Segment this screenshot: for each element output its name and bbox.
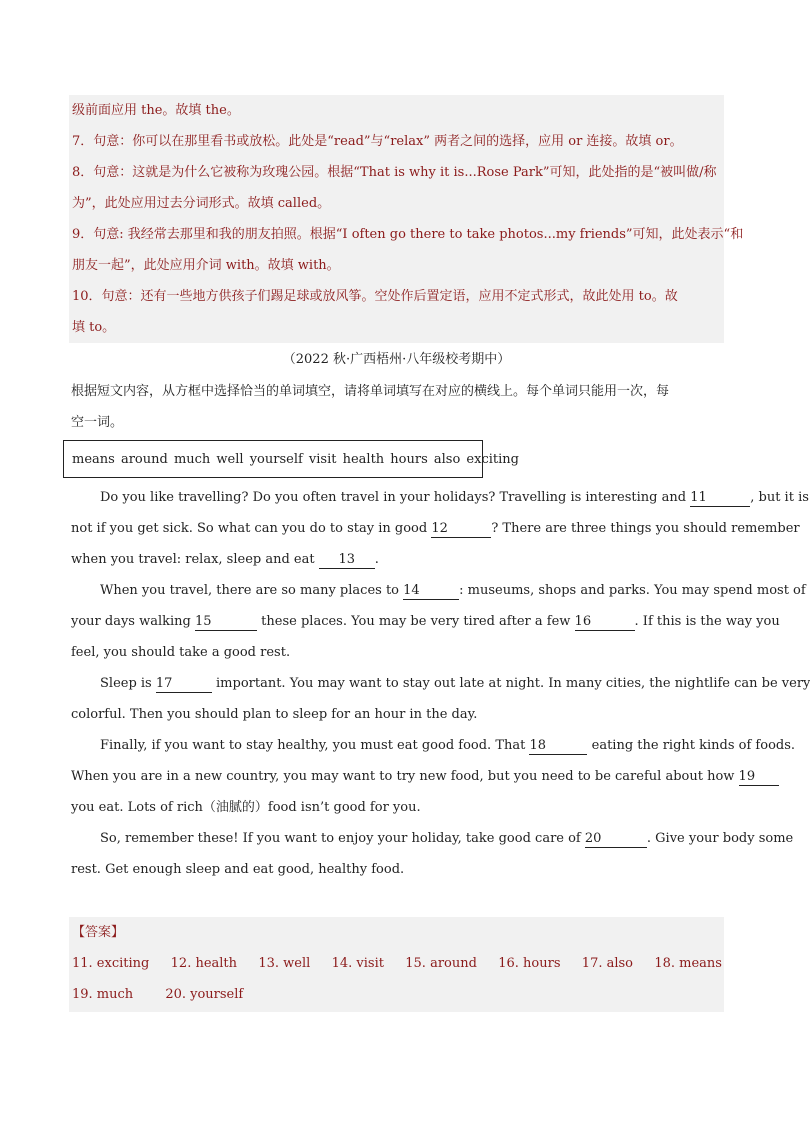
blank-11[interactable]: 11: [690, 490, 750, 507]
instruction: [71, 376, 722, 438]
explanation-line: 为”，此处应用过去分词形式。故填 called。: [72, 196, 331, 211]
answer-row: [69, 948, 724, 979]
passage-line: not if you get sick. So what can you do to stay in good 12 ? There are three things you should remember: [71, 521, 800, 536]
passage-line: Do you like travelling? Do you often travel in your holidays? Travelling is interesting and 11 , but it is: [100, 490, 809, 505]
explanation-line: 9．句意: 我经常去那里和我的朋友拍照。根据“I often go there to take photos...my friends”可知，此处表示“和: [72, 227, 744, 242]
blank-19[interactable]: 19: [739, 769, 779, 786]
blank-20[interactable]: 20: [585, 831, 647, 848]
explanation-line: 10．句意：还有一些地方供孩子们踢足球或放风筝。空处作后置定语，应用不定式形式，故此处用 to。故: [72, 289, 678, 304]
explanation-line: 朋友一起”，此处应用介词 with。故填 with。: [72, 258, 340, 273]
answer-item: 12. health: [170, 956, 238, 971]
explanation-line: 7．句意：你可以在那里看书或放松。此处是“read”与“relax” 两者之间的选择，应用 or 连接。故填 or。: [72, 134, 683, 149]
blank-16[interactable]: 16: [575, 614, 635, 631]
blank-13[interactable]: 13: [319, 552, 375, 569]
answer-block: [69, 917, 724, 1012]
passage-line: Finally, if you want to stay healthy, you must eat good food. That 18 eating the right kinds of foods.: [100, 738, 796, 753]
passage-line: When you travel, there are so many places to 14 : museums, shops and parks. You may spend most of: [100, 583, 806, 598]
answer-item: 16. hours: [498, 956, 561, 971]
blank-17[interactable]: 17: [156, 676, 212, 693]
passage-line: When you are in a new country, you may want to try new food, but you need to be careful about how 19: [71, 761, 722, 792]
answer-item: 15. around: [405, 956, 477, 971]
answer-item: 13. well: [258, 956, 311, 971]
passage-line: you eat. Lots of rich（油腻的）food isn’t good for you.: [71, 800, 421, 815]
question-source: [71, 345, 722, 375]
instruction-line: 根据短文内容，从方框中选择恰当的单词填空，请将单词填写在对应的横线上。每个单词只能用一次，每: [71, 384, 670, 399]
answer-item: 11. exciting: [72, 956, 150, 971]
answer-item: 18. means: [654, 956, 722, 971]
source-text: （2022 秋·广西梧州·八年级校考期中）: [282, 352, 511, 367]
passage-line: So, remember these! If you want to enjoy your holiday, take good care of 20 . Give your body some: [100, 831, 794, 846]
explanation-line: 8．句意：这就是为什么它被称为玫瑰公园。根据“That is why it is...Rose Park”可知，此处指的是“被叫做/称: [72, 165, 717, 180]
blank-12[interactable]: 12: [431, 521, 491, 538]
explanation-block: [69, 95, 744, 343]
passage-line: when you travel: relax, sleep and eat 13 .: [71, 552, 379, 567]
blank-15[interactable]: 15: [195, 614, 257, 631]
passage-line: feel, you should take a good rest.: [71, 645, 291, 660]
blank-18[interactable]: 18: [529, 738, 587, 755]
passage-line: Sleep is 17 important. You may want to stay out late at night. In many cities, the nightlife can be very: [100, 676, 810, 691]
explanation-line: 填 to。: [72, 320, 116, 335]
answer-heading: 【答案】: [72, 925, 125, 940]
explanation-line: 级前面应用 the。故填 the。: [72, 103, 240, 118]
answer-item: 14. visit: [331, 956, 384, 971]
passage-line: rest. Get enough sleep and eat good, healthy food.: [71, 862, 405, 877]
passage-line: your days walking 15 these places. You may be very tired after a few 16 . If this is the way you: [71, 614, 780, 629]
answer-item: 20. yourself: [165, 987, 244, 1002]
answer-item: 19. much: [72, 987, 134, 1002]
word-box: means around much well yourself visit health hours also exciting: [63, 440, 483, 478]
blank-14[interactable]: 14: [403, 583, 459, 600]
passage-line: colorful. Then you should plan to sleep for an hour in the day.: [71, 707, 478, 722]
answer-item: 17. also: [581, 956, 634, 971]
passage: [71, 482, 810, 885]
answer-row: [69, 979, 724, 1010]
instruction-line: 空一词。: [71, 415, 124, 430]
